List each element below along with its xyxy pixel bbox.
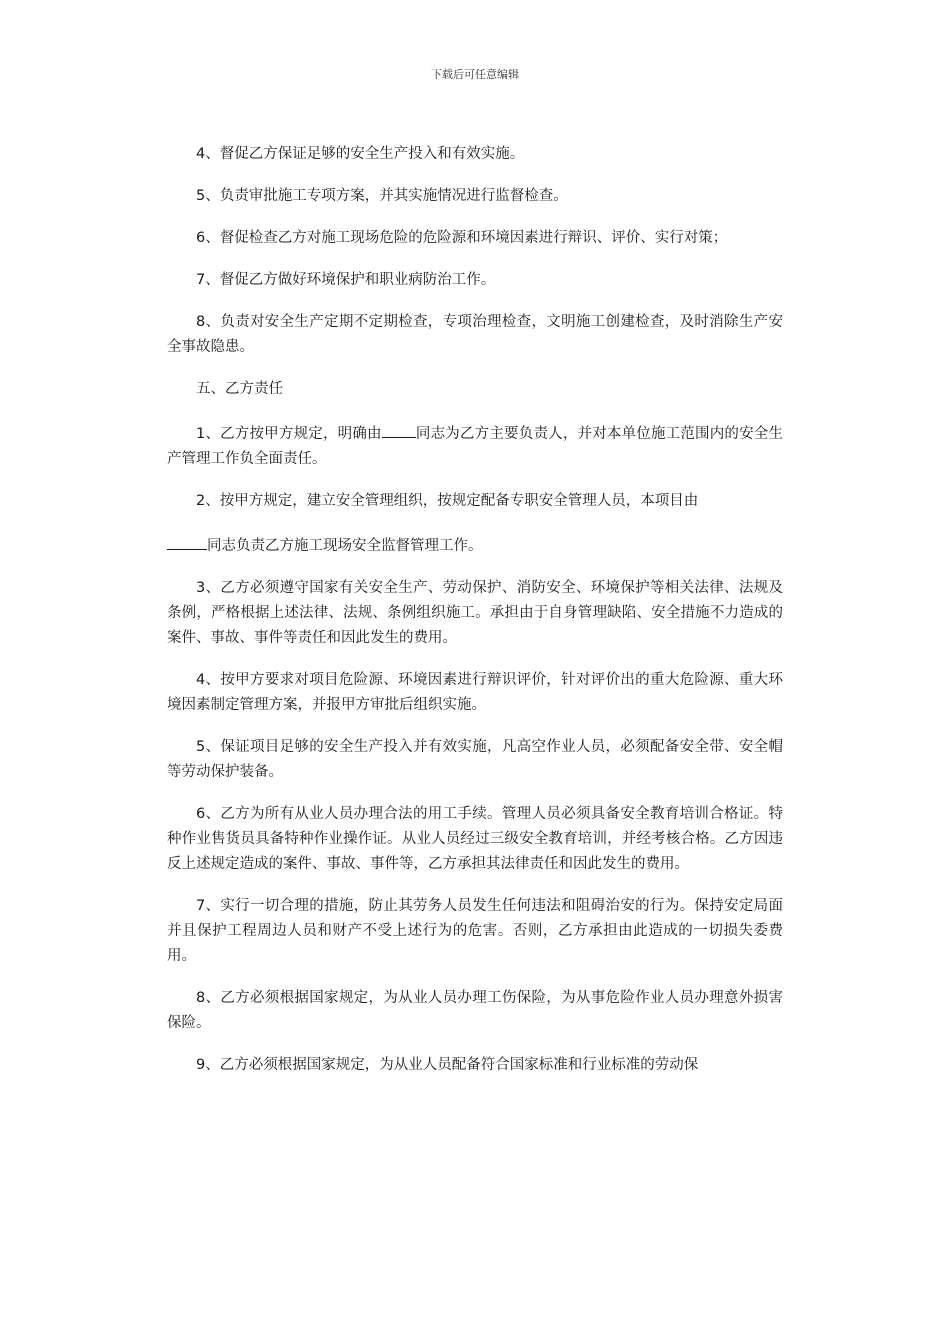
paragraph: 4、督促乙方保证足够的安全生产投入和有效实施。 [196, 146, 525, 162]
page-header: 下载后可任意编辑 [431, 68, 519, 81]
paragraph: 6、乙方为所有从业人员办理合法的用工手续。管理人员必须具备安全教育培训合格证。特种作业售货员具备特种作业操作证。从业人员经过三级安全教育培训，并经考核合格。乙方因违反上述规定造成的案件、事故、事件等，乙方承担其法律责任和因此发生的费用。 [167, 806, 783, 872]
paragraph: 8、乙方必须根据国家规定，为从业人员办理工伤保险，为从事危险作业人员办理意外损害保险。 [167, 990, 783, 1031]
document-body [167, 142, 783, 1095]
text-run: 同志为乙方主要负责人，并对本单位施工范围内的安全生产管理工作负全面责任。 [167, 426, 783, 467]
paragraph: 6、督促检查乙方对施工现场危险的危险源和环境因素进行辩识、评价、实行对策； [196, 230, 728, 246]
paragraph: 7、督促乙方做好环境保护和职业病防治工作。 [196, 272, 496, 288]
paragraph [167, 531, 783, 559]
fill-in-blank [382, 419, 416, 438]
paragraph: 2、按甲方规定，建立安全管理组织，按规定配备专职安全管理人员，本项目由 [196, 493, 699, 509]
section-heading: 五、乙方责任 [196, 381, 283, 397]
paragraph [167, 419, 783, 472]
text-run: 1、乙方按甲方规定，明确由 [196, 426, 382, 442]
paragraph: 5、保证项目足够的安全生产投入并有效实施，凡高空作业人员，必须配备安全带、安全帽等劳动保护装备。 [167, 739, 783, 780]
paragraph: 7、实行一切合理的措施，防止其劳务人员发生任何违法和阻碍治安的行为。保持安定局面并且保护工程周边人员和财产不受上述行为的危害。否则，乙方承担由此造成的一切损失委费用。 [167, 898, 783, 964]
fill-in-blank [167, 531, 207, 550]
paragraph: 9、乙方必须根据国家规定，为从业人员配备符合国家标准和行业标准的劳动保 [196, 1057, 699, 1073]
paragraph: 3、乙方必须遵守国家有关安全生产、劳动保护、消防安全、环境保护等相关法律、法规及条例，严格根据上述法律、法规、条例组织施工。承担由于自身管理缺陷、安全措施不力造成的案件、事故、事件等责任和因此发生的费用。 [167, 580, 783, 646]
paragraph: 8、负责对安全生产定期不定期检查，专项治理检查，文明施工创建检查，及时消除生产安全事故隐患。 [167, 314, 783, 355]
text-run: 同志负责乙方施工现场安全监督管理工作。 [207, 538, 483, 554]
paragraph: 5、负责审批施工专项方案，并其实施情况进行监督检查。 [196, 188, 568, 204]
paragraph: 4、按甲方要求对项目危险源、环境因素进行辩识评价，针对评价出的重大危险源、重大环境因素制定管理方案，并报甲方审批后组织实施。 [167, 672, 783, 713]
